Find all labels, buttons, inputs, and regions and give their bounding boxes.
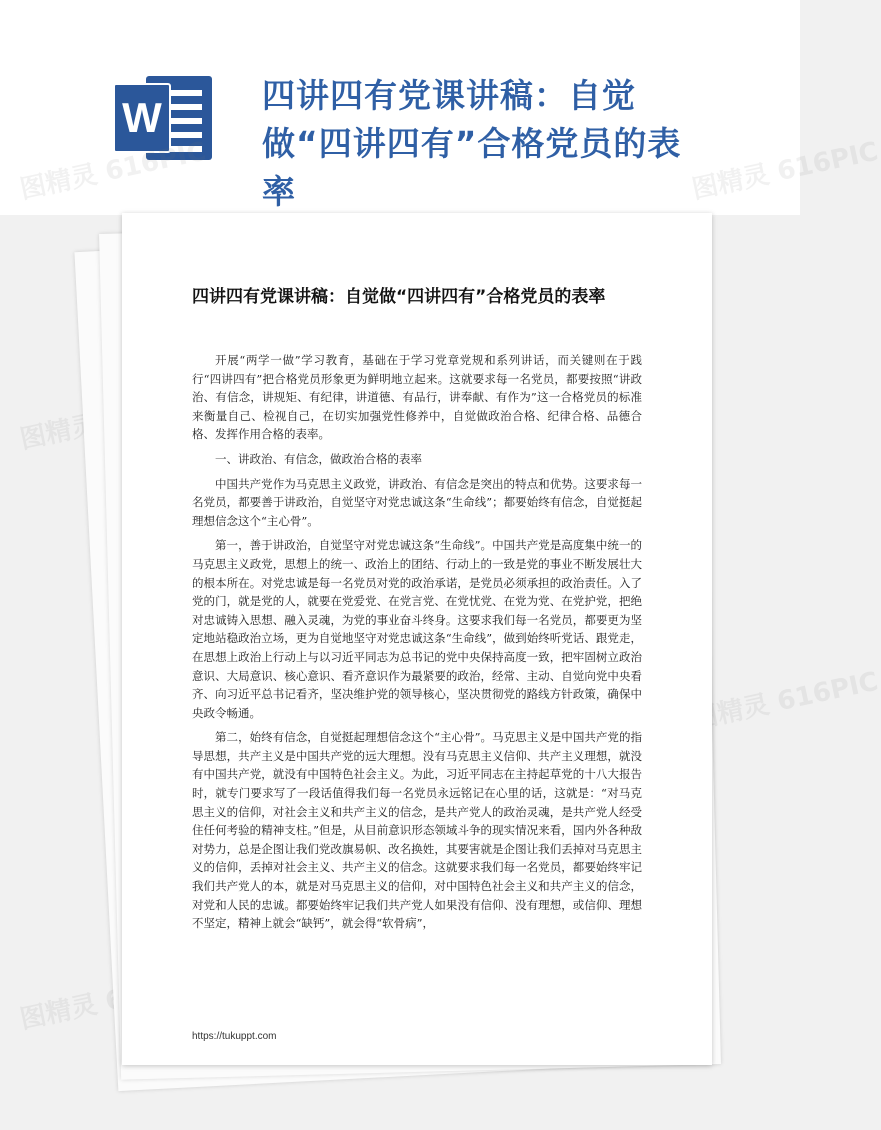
word-logo-letter: W — [122, 94, 162, 141]
word-document-icon — [112, 72, 216, 164]
paragraph: 第二，始终有信念，自觉挺起理想信念这个“主心骨”。马克思主义是中国共产党的指导思想，共产主义是中国共产党的远大理想。没有马克思主义信仰、共产主义理想，就没有中国共产党，就没有中国特色社会主义。为此，习近平同志在主持起草党的十八大报告时，就专门要求写了一段话值得我们每一名党员永远铭记在心里的话，这就是：“对马克思主义的信仰，对社会主义和共产主义的信念，是共产党人的政治灵魂，是共产党人经受住任何考验的精神支柱。”但是，从目前意识形态领域斗争的现实情况来看，国内外各种敌对势力，总是企图让我们党改旗易帜、改名换姓，其要害就是企图让我们丢掉对马克思主义的信仰，丢掉对社会主义、共产主义的信念。这就要求我们每一名党员，都要始终牢记我们共产党人的本，就是对马克思主义的信仰，对中国特色社会主义和共产主义的信念，对党和人民的忠诚。都要始终牢记我们共产党人如果没有信仰、没有理想，或信仰、理想不坚定，精神上就会“缺钙”，就会得“软骨病”， — [192, 730, 642, 931]
header-banner — [0, 0, 800, 215]
footer-url[interactable]: https://tukuppt.com — [192, 1031, 277, 1042]
document-title: 四讲四有党课讲稿：自觉做“四讲四有”合格党员的表率 — [192, 287, 606, 307]
paragraph: 第一，善于讲政治，自觉坚守对党忠诚这条“生命线”。中国共产党是高度集中统一的马克思主义政党，思想上的统一、政治上的团结、行动上的一致是党的事业不断发展壮大的根本所在。对党忠诚是每一名党员对党的政治承诺，是党员必须承担的政治责任。入了党的门，就是党的人，就要在党爱党、在党言党、在党忧党、在党为党、在党护党，把绝对忠诚铸入思想、融入灵魂，为党的事业奋斗终身。这要求我们每一名党员，都要更为坚定地站稳政治立场，更为自觉地坚守对党忠诚这条“生命线”，做到始终听党话、跟党走，在思想上政治上行动上与以习近平同志为总书记的党中央保持高度一致，把牢固树立政治意识、大局意识、核心意识、看齐意识作为最紧要的政治，经常、主动、自觉向党中央看齐、向习近平总书记看齐，坚决维护党的领导核心，坚决贯彻党的路线方针政策，确保中央政令畅通。 — [192, 538, 642, 720]
watermark: 616PIC — [774, 136, 881, 188]
document-body — [192, 351, 642, 939]
section-heading: 一、讲政治、有信念，做政治合格的表率 — [215, 451, 422, 466]
document-page — [122, 213, 712, 1065]
paragraph: 中国共产党作为马克思主义政党，讲政治、有信念是突出的特点和优势。这要求每一名党员，都要善于讲政治，自觉坚守对党忠诚这条“生命线”；都要始终有信念，自觉挺起理想信念这个“主心骨”。 — [192, 476, 642, 528]
watermark: 图精灵 — [17, 989, 101, 1036]
paragraph: 开展“两学一做”学习教育，基础在于学习党章党规和系列讲话，而关键则在于践行“四讲四有”把合格党员形象更为鲜明地立起来。这就要求每一名党员，都要按照“讲政治、有信念，讲规矩、有纪律，讲道德、有品行，讲奉献、有作为”这一合格党员的标准来衡量自己、检视自己，在切实加强党性修养中，自觉做政治合格、纪律合格、品德合格、发挥作用合格的表率。 — [192, 353, 642, 442]
watermark: 图精灵 616PIC — [689, 666, 881, 736]
banner-title: 四讲四有党课讲稿：自觉做“四讲四有”合格党员的表率 — [262, 76, 682, 211]
watermark: 图精灵 — [17, 409, 101, 456]
